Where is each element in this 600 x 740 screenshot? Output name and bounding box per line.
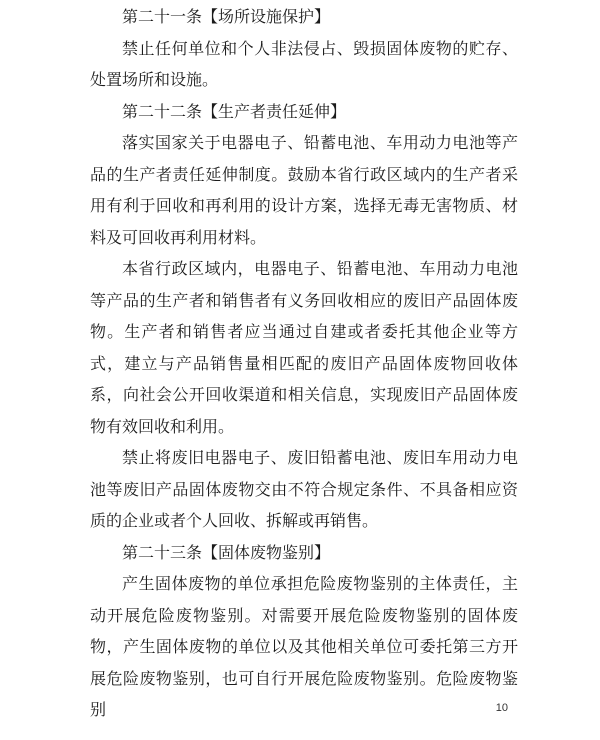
article-heading: 第二十一条【场所设施保护】 (122, 9, 331, 26)
body-paragraph: 禁止任何单位和个人非法侵占、毁损固体废物的贮存、处置场所和设施。 (90, 40, 518, 89)
body-paragraph: 产生固体废物的单位承担危险废物鉴别的主体责任，主动开展危险废物鉴别。对需要开展危险废物鉴别的固体废物，产生固体废物的单位以及其他相关单位可委托第三方开展危险废物鉴别，也可自行开展危险废物鉴别。危险废物鉴别 (90, 576, 518, 719)
body-paragraph: 落实国家关于电器电子、铅蓄电池、车用动力电池等产品的生产者责任延伸制度。鼓励本省行政区域内的生产者采用有利于回收和再利用的设计方案，选择无毒无害物质、材料及可回收再利用材料。 (90, 135, 518, 247)
body-paragraph: 禁止将废旧电器电子、废旧铅蓄电池、废旧车用动力电池等废旧产品固体废物交由不符合规定条件、不具备相应资质的企业或者个人回收、拆解或再销售。 (90, 450, 518, 530)
article-heading: 第二十二条【生产者责任延伸】 (122, 103, 347, 121)
document-body (90, 2, 518, 727)
page-number: 10 (495, 702, 508, 714)
article-heading: 第二十三条【固体废物鉴别】 (122, 544, 331, 562)
body-paragraph: 本省行政区域内，电器电子、铅蓄电池、车用动力电池等产品的生产者和销售者有义务回收相应的废旧产品固体废物。生产者和销售者应当通过自建或者委托其他企业等方式，建立与产品销售量相匹配的废旧产品固体废物回收体系，向社会公开回收渠道和相关信息，实现废旧产品固体废物有效回收和利用。 (90, 261, 518, 436)
